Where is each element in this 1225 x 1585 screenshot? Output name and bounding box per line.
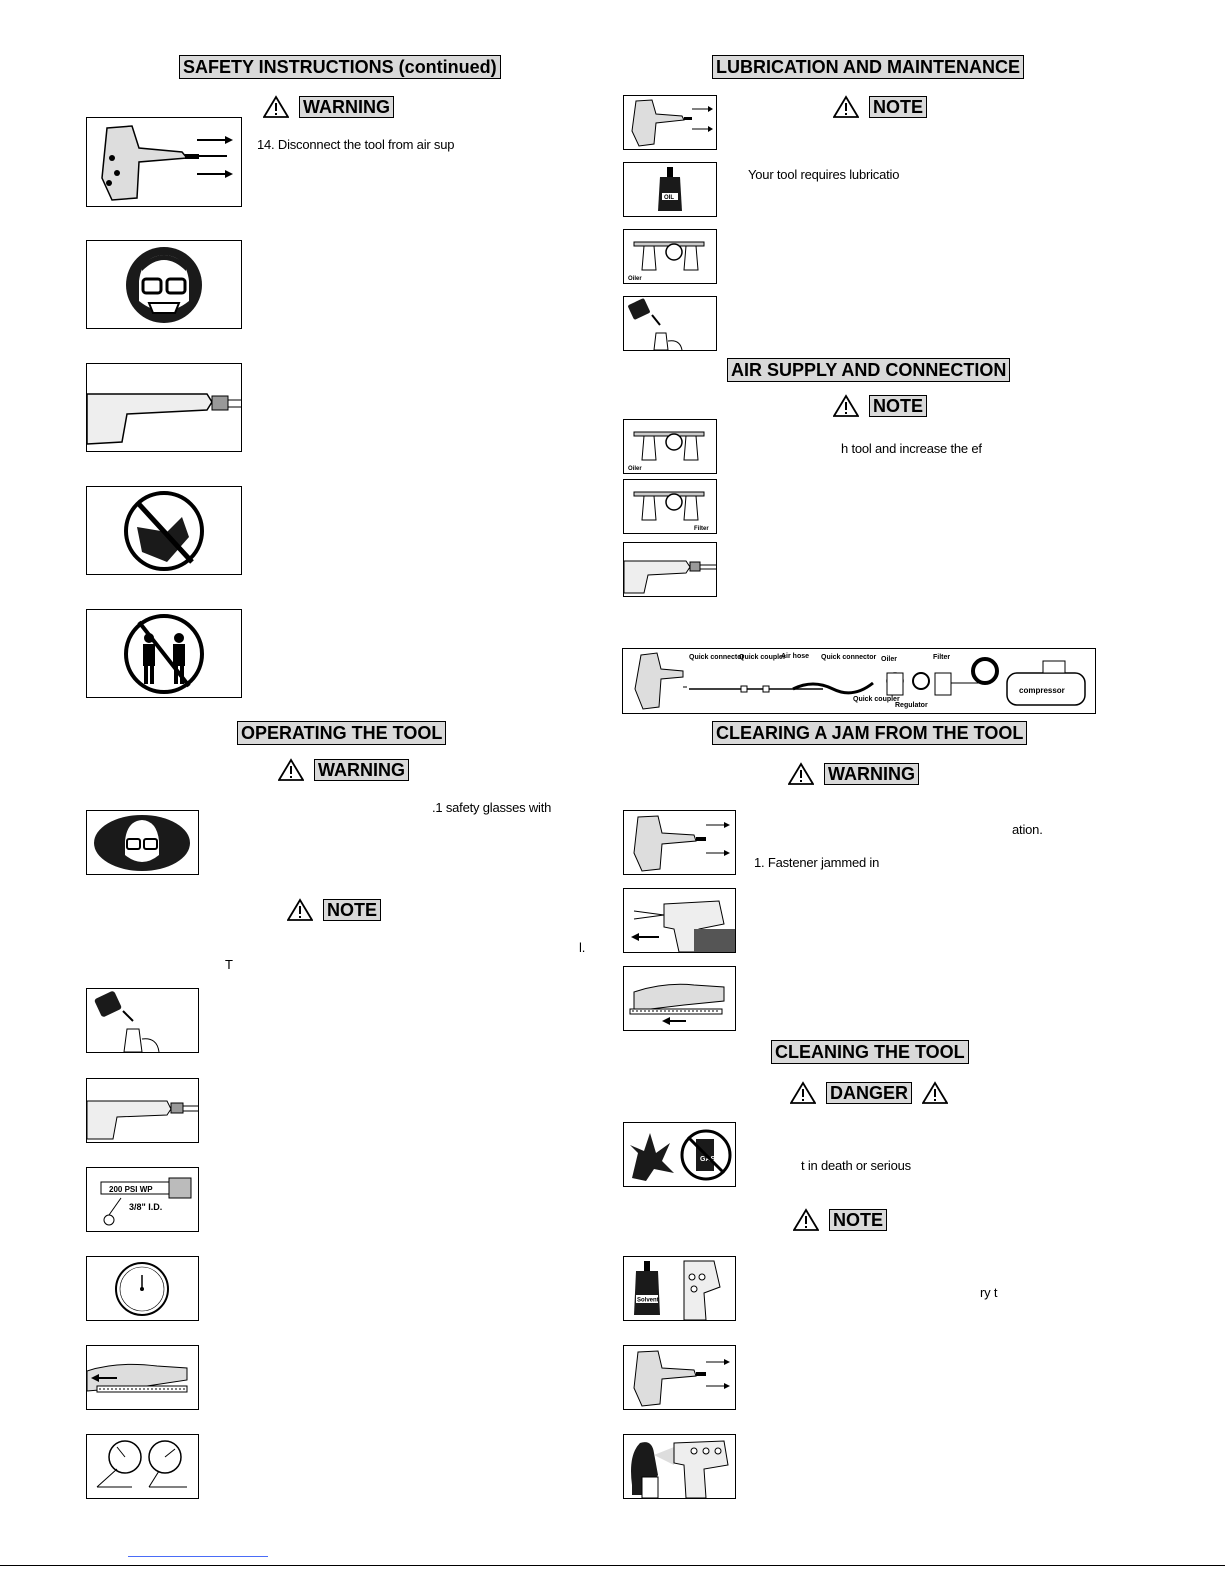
oil-bottle-image bbox=[623, 162, 717, 217]
jam-removal-image bbox=[623, 888, 736, 953]
tool-disconnect-image bbox=[86, 117, 242, 207]
magazine-load-image bbox=[86, 1345, 199, 1410]
clearing-jam-heading: CLEARING A JAM FROM THE TOOL bbox=[712, 721, 1027, 745]
note-label-lubrication bbox=[833, 95, 927, 119]
diagram-oiler-label: Oiler bbox=[881, 656, 897, 663]
warning-triangle-icon bbox=[922, 1081, 948, 1105]
hose-rating-image bbox=[86, 1167, 199, 1232]
diagram-quick-connector-2-label: Quick connector bbox=[821, 654, 877, 661]
oil-dropper-image bbox=[86, 988, 199, 1053]
warning-triangle-icon bbox=[788, 762, 814, 786]
oiler-label: Oiler bbox=[628, 276, 642, 282]
solvent-label: Solvent bbox=[637, 1297, 659, 1304]
air-hose-connect-image bbox=[86, 363, 242, 452]
note-tag: NOTE bbox=[869, 395, 927, 417]
warning-triangle-icon bbox=[793, 1208, 819, 1232]
jam-text-fragment: ation. bbox=[1012, 822, 1043, 837]
warning-label bbox=[263, 95, 394, 119]
warning-triangle-icon bbox=[833, 394, 859, 418]
tool-disconnect-image-cleaning bbox=[623, 1345, 736, 1410]
diagram-quick-connector-label: Quick connector bbox=[689, 654, 745, 661]
warning-label-jam bbox=[788, 762, 919, 786]
diagram-quick-coupler-label: Quick coupler bbox=[739, 654, 786, 661]
oiler-unit-image bbox=[623, 229, 717, 284]
warning-tag: WARNING bbox=[299, 96, 394, 118]
note-label-operating bbox=[287, 898, 381, 922]
lubrication-heading: LUBRICATION AND MAINTENANCE bbox=[712, 55, 1024, 79]
diagram-filter-label: Filter bbox=[933, 654, 951, 661]
hose-id-label: 3/8" I.D. bbox=[129, 1202, 163, 1212]
operating-the-tool-heading: OPERATING THE TOOL bbox=[237, 721, 446, 745]
gas-can-label: GAS bbox=[700, 1156, 716, 1163]
oil-bottle-label: OIL bbox=[664, 195, 674, 201]
danger-label bbox=[790, 1081, 948, 1105]
air-system-diagram bbox=[622, 648, 1096, 714]
note-tag: NOTE bbox=[323, 899, 381, 921]
warning-triangle-icon bbox=[287, 898, 313, 922]
cleaning-text-fragment: ry t bbox=[980, 1285, 998, 1300]
warning-triangle-icon bbox=[263, 95, 289, 119]
diagram-quick-coupler-2-label: Quick coupler bbox=[853, 696, 900, 703]
air-hose-image-small bbox=[623, 542, 717, 597]
hose-psi-label: 200 PSI WP bbox=[109, 1185, 153, 1194]
depth-adjust-image bbox=[86, 1434, 199, 1499]
hand-injury-warning-image bbox=[86, 486, 242, 575]
safety-instructions-heading: SAFETY INSTRUCTIONS (continued) bbox=[179, 55, 501, 79]
spray-cleaning-image bbox=[623, 1434, 736, 1499]
warning-triangle-icon bbox=[833, 95, 859, 119]
warning-tag: WARNING bbox=[314, 759, 409, 781]
text-fragment: T bbox=[225, 957, 233, 972]
fastener-jammed-text: 1. Fastener jammed in bbox=[754, 855, 880, 870]
diagram-air-hose-label: Air hose bbox=[781, 653, 810, 660]
oiler-unit-image-2 bbox=[623, 419, 717, 474]
diagram-compressor-label: compressor bbox=[1019, 686, 1065, 695]
warning-tag: WARNING bbox=[824, 763, 919, 785]
air-supply-text: h tool and increase the ef bbox=[841, 441, 982, 456]
oiler-label: Oiler bbox=[628, 466, 642, 472]
eye-protection-image-small bbox=[86, 810, 199, 875]
footer-link-underline[interactable] bbox=[128, 1556, 268, 1557]
filter-label: Filter bbox=[694, 526, 709, 532]
note-tag: NOTE bbox=[829, 1209, 887, 1231]
cleaning-the-tool-heading: CLEANING THE TOOL bbox=[771, 1040, 969, 1064]
warning-triangle-icon bbox=[790, 1081, 816, 1105]
danger-text: t in death or serious bbox=[801, 1158, 911, 1173]
filter-unit-image bbox=[623, 479, 717, 534]
eye-protection-image bbox=[86, 240, 242, 329]
pressure-gauge-image bbox=[86, 1256, 199, 1321]
air-supply-heading: AIR SUPPLY AND CONNECTION bbox=[727, 358, 1010, 382]
explosion-no-gas-image bbox=[623, 1122, 736, 1187]
safety-glasses-text: .1 safety glasses with bbox=[432, 800, 552, 815]
tool-disconnect-image-jam bbox=[623, 810, 736, 875]
text-fragment: l. bbox=[579, 940, 586, 955]
note-label-air-supply bbox=[833, 394, 927, 418]
footer-divider bbox=[0, 1565, 1225, 1566]
warning-triangle-icon bbox=[278, 758, 304, 782]
no-pointing-at-people-image bbox=[86, 609, 242, 698]
item-14-text: 14. Disconnect the tool from air sup bbox=[257, 137, 455, 152]
note-label-cleaning bbox=[793, 1208, 887, 1232]
magazine-clear-image bbox=[623, 966, 736, 1031]
diagram-regulator-label: Regulator bbox=[895, 702, 928, 709]
warning-label-operating bbox=[278, 758, 409, 782]
tool-disconnect-image-small bbox=[623, 95, 717, 150]
oil-dropper-image-small bbox=[623, 296, 717, 351]
solvent-warning-image bbox=[623, 1256, 736, 1321]
air-hose-image bbox=[86, 1078, 199, 1143]
lubrication-text: Your tool requires lubricatio bbox=[748, 167, 900, 182]
danger-tag: DANGER bbox=[826, 1082, 912, 1104]
note-tag: NOTE bbox=[869, 96, 927, 118]
